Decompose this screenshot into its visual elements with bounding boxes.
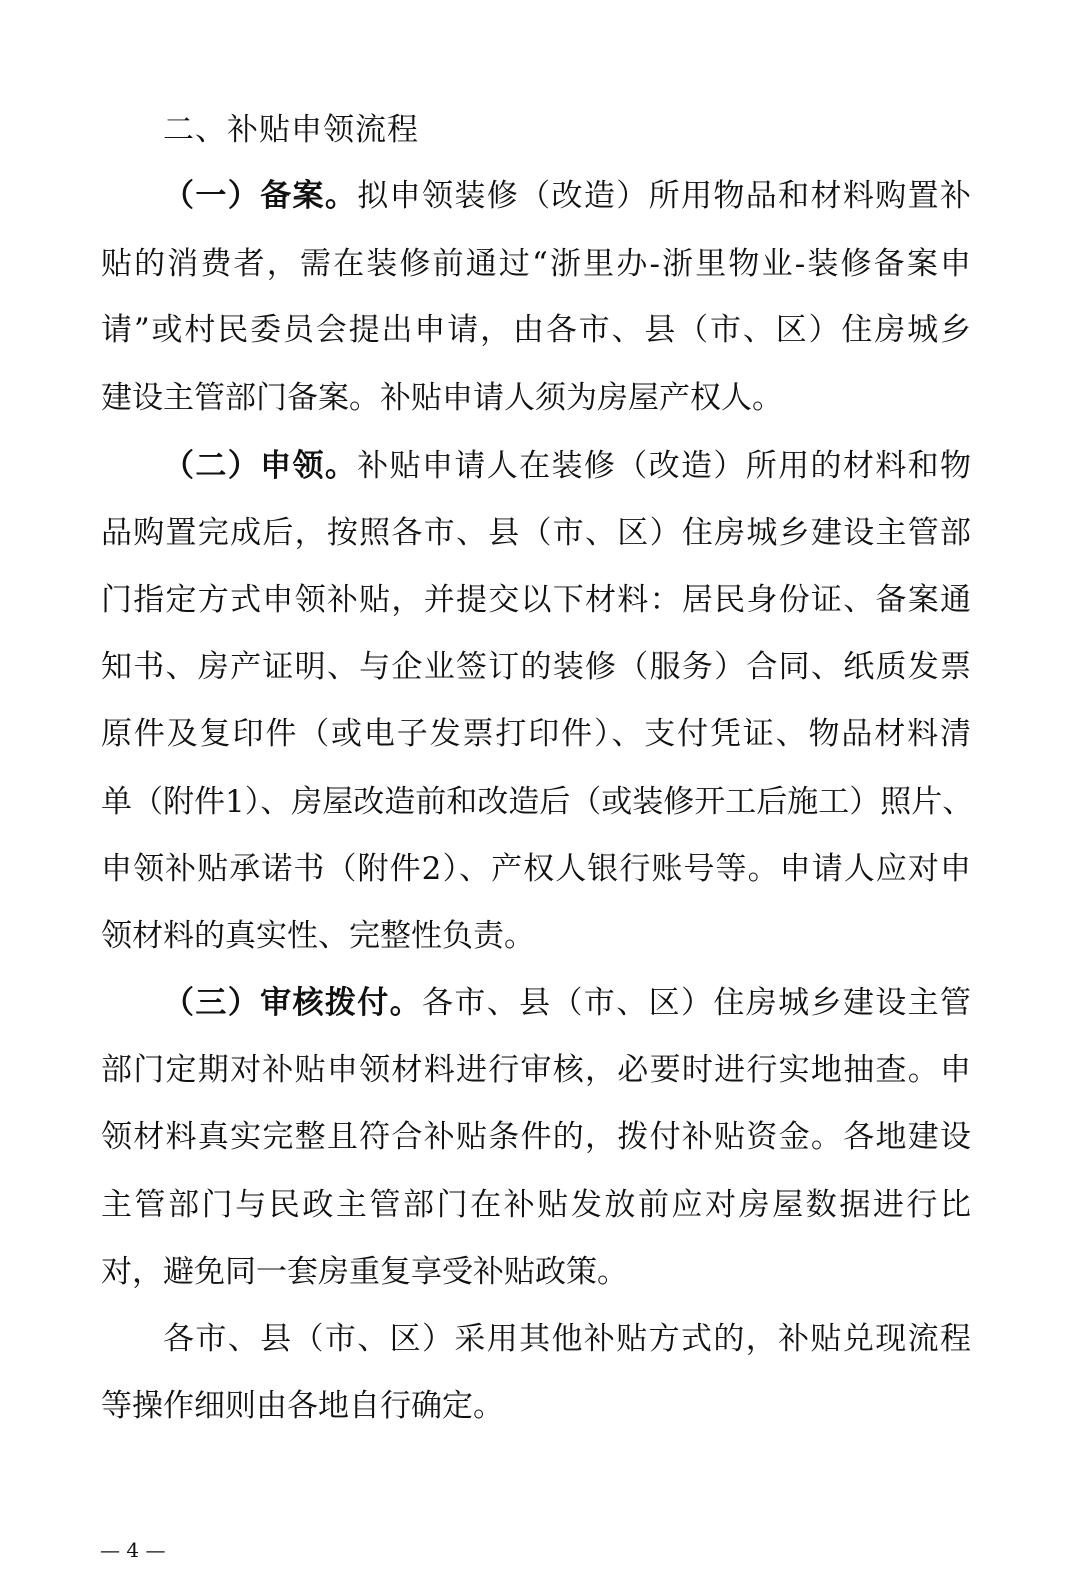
- paragraph-line: 贴的消费者，需在装修前通过“浙里办-浙里物业-装修备案申: [101, 246, 971, 282]
- paragraph-line: [163, 174, 971, 218]
- section-heading: 二、补贴申领流程: [163, 112, 419, 148]
- page-number: — 4 —: [100, 1538, 166, 1562]
- paragraph-line: 领材料真实完整且符合补贴条件的，拨付补贴资金。各地建设: [101, 1119, 971, 1155]
- paragraph-line: 对，避免同一套房重复享受补贴政策。: [101, 1254, 628, 1290]
- paragraph-line: 单（附件1）、房屋改造前和改造后（或装修开工后施工）照片、: [101, 784, 974, 820]
- paragraph-line: 领材料的真实性、完整性负责。: [101, 918, 535, 954]
- paragraph-line: 申领补贴承诺书（附件2）、产权人银行账号等。申请人应对申: [101, 851, 971, 887]
- paragraph-text: 补贴申请人在装修（改造）所用的材料和物: [357, 448, 971, 484]
- paragraph-line: 门指定方式申领补贴，并提交以下材料：居民身份证、备案通: [101, 582, 971, 618]
- paragraph-line: [163, 981, 971, 1025]
- paragraph-line: 原件及复印件（或电子发票打印件）、支付凭证、物品材料清: [101, 716, 971, 752]
- paragraph-line: 部门定期对补贴申领材料进行审核，必要时进行实地抽查。申: [101, 1052, 971, 1088]
- paragraph-line: 等操作细则由各地自行确定。: [101, 1388, 504, 1424]
- paragraph-line: 主管部门与民政主管部门在补贴发放前应对房屋数据进行比: [101, 1187, 971, 1223]
- paragraph-line: 请”或村民委员会提出申请，由各市、县（市、区）住房城乡: [101, 312, 971, 348]
- paragraph-line: 各市、县（市、区）采用其他补贴方式的，补贴兑现流程: [163, 1321, 971, 1357]
- paragraph-lead: （二）申领。: [163, 448, 358, 484]
- paragraph-lead: （一）备案。: [163, 178, 358, 214]
- paragraph-line: 建设主管部门备案。补贴申请人须为房屋产权人。: [101, 380, 783, 416]
- paragraph-lead: （三）审核拨付。: [163, 985, 422, 1021]
- paragraph-line: 品购置完成后，按照各市、县（市、区）住房城乡建设主管部: [101, 515, 971, 551]
- paragraph-line: 知书、房产证明、与企业签订的装修（服务）合同、纸质发票: [101, 649, 971, 685]
- paragraph-line: [163, 444, 971, 488]
- paragraph-text: 拟申领装修（改造）所用物品和材料购置补: [357, 178, 971, 214]
- paragraph-text: 各市、县（市、区）住房城乡建设主管: [422, 985, 971, 1021]
